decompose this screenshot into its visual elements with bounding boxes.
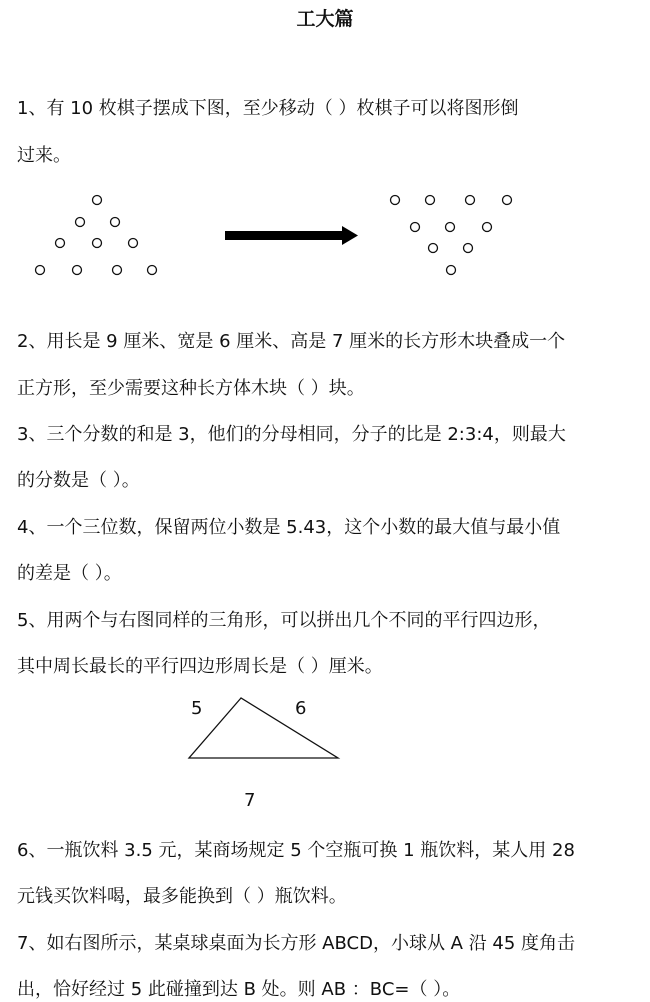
- triangle-side-bottom-label: 7: [244, 790, 256, 811]
- piece-left-2: [76, 218, 85, 227]
- piece-left-8: [73, 266, 82, 275]
- triangle-side-left-label: 5: [191, 698, 203, 719]
- piece-right-3: [466, 196, 475, 205]
- piece-right-8: [429, 244, 438, 253]
- question-7-line-1: 7、如右图所示，某桌球桌面为长方形 ABCD，小球从 A 沿 45 度角击: [17, 933, 576, 954]
- question-1-line-1: 1、有 10 枚棋子摆成下图，至少移动（ ）枚棋子可以将图形倒: [17, 98, 519, 119]
- piece-left-3: [111, 218, 120, 227]
- piece-right-5: [411, 223, 420, 232]
- page-title: 工大篇: [296, 8, 354, 30]
- question-6-line-1: 6、一瓶饮料 3.5 元，某商场规定 5 个空瓶可换 1 瓶饮料，某人用 28: [17, 840, 575, 861]
- question-5-line-2: 其中周长最长的平行四边形周长是（ ）厘米。: [17, 656, 383, 677]
- question-7-line-2: 出，恰好经过 5 此碰撞到达 B 处。则 AB ：BC=（ ）。: [17, 979, 461, 1000]
- piece-left-4: [56, 239, 65, 248]
- piece-right-7: [483, 223, 492, 232]
- piece-left-1: [93, 196, 102, 205]
- piece-right-10: [447, 266, 456, 275]
- question-4-line-2: 的差是（ ）。: [17, 563, 122, 584]
- piece-right-9: [464, 244, 473, 253]
- triangle-side-right-label: 6: [295, 698, 307, 719]
- piece-right-6: [446, 223, 455, 232]
- piece-right-4: [503, 196, 512, 205]
- question-2-line-1: 2、用长是 9 厘米、宽是 6 厘米、高是 7 厘米的长方形木块叠成一个: [17, 331, 566, 352]
- piece-left-6: [129, 239, 138, 248]
- question-5-line-1: 5、用两个与右图同样的三角形，可以拼出几个不同的平行四边形，: [17, 610, 551, 631]
- piece-left-9: [113, 266, 122, 275]
- piece-left-10: [148, 266, 157, 275]
- piece-right-1: [391, 196, 400, 205]
- piece-left-5: [93, 239, 102, 248]
- piece-right-2: [426, 196, 435, 205]
- question-4-line-1: 4、一个三位数，保留两位小数是 5.43，这个小数的最大值与最小值: [17, 517, 561, 538]
- question-2-line-2: 正方形，至少需要这种长方体木块（ ）块。: [17, 378, 365, 399]
- question-3-line-1: 3、三个分数的和是 3，他们的分母相同，分子的比是 2:3:4，则最大: [17, 424, 566, 445]
- piece-left-7: [36, 266, 45, 275]
- question-6-line-2: 元钱买饮料喝，最多能换到（ ）瓶饮料。: [17, 886, 347, 907]
- triangle-figure: [189, 698, 338, 758]
- question-1-line-2: 过来。: [17, 145, 71, 166]
- question-3-line-2: 的分数是（ ）。: [17, 470, 140, 491]
- right-arrow-icon: [225, 226, 358, 245]
